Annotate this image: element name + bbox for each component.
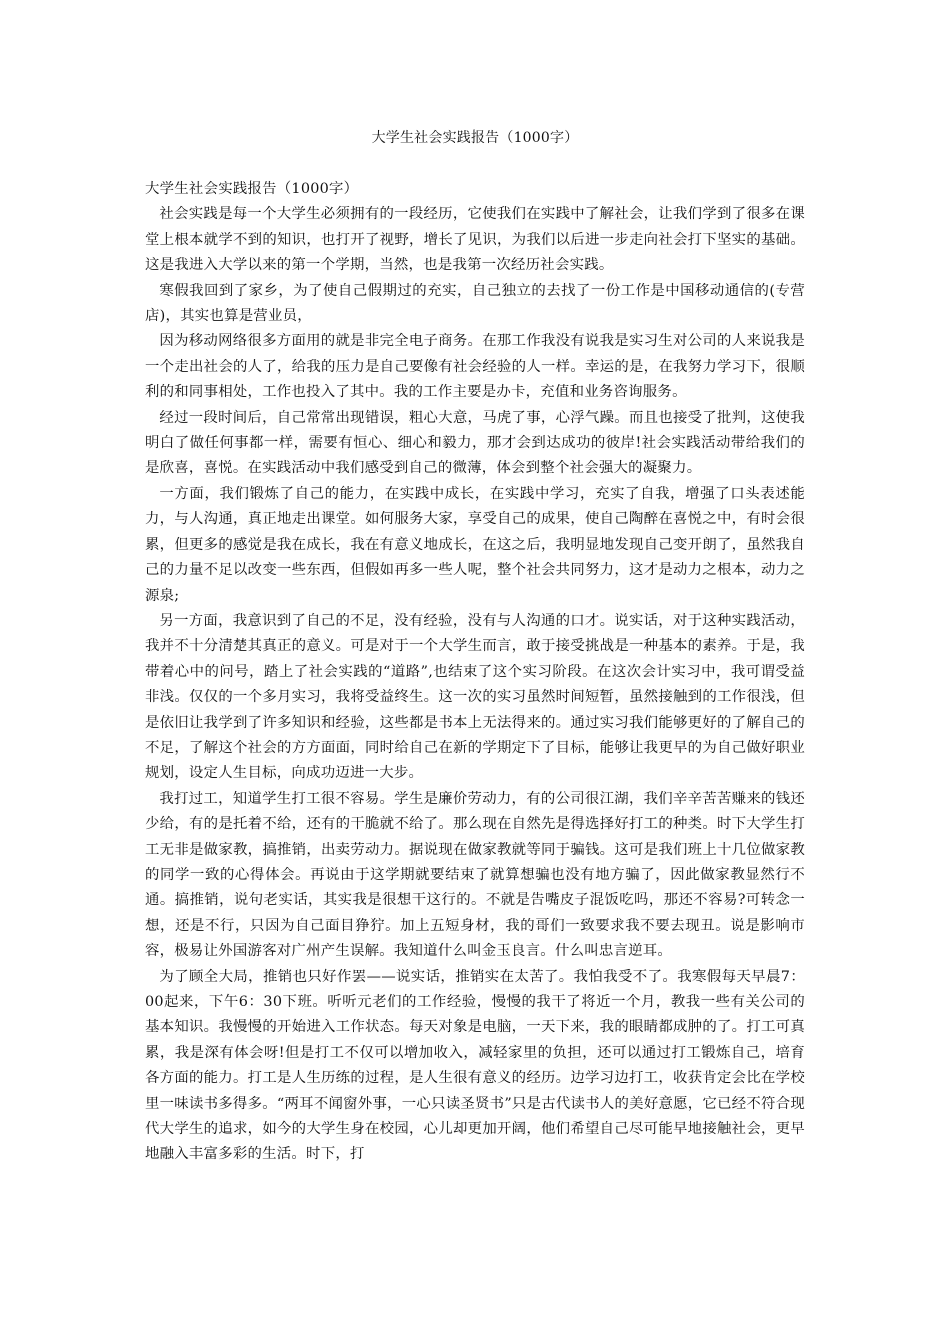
document-body [145, 177, 805, 1168]
paragraph-daily-work: 为了顾全大局，推销也只好作罢——说实话，推销实在太苦了。我怕我受不了。我寒假每天早晨7：00起来，下午6：30下班。听听元老们的工作经验，慢慢的我干了将近一个月，教我一些有关公司的基本知识。我慢慢的开始进入工作状态。每天对象是电脑，一天下来，我的眼睛都成肿的了。打工可真累，我是深有体会呀!但是打工不仅可以增加收入，减轻家里的负担，还可以通过打工锻炼自己，培育各方面的能力。打工是人生历练的过程，是人生很有意义的经历。边学习边打工，收获肯定会比在学校里一味读书多得多。“两耳不闻窗外事，一心只读圣贤书”只是古代读书人的美好意愿，它已经不符合现代大学生的追求，如今的大学生身在校园，心儿却更加开阔，他们希望自己尽可能早地接触社会，更早地融入丰富多彩的生活。时下，打 [145, 968, 805, 1163]
paragraph-mobile-network: 因为移动网络很多方面用的就是非完全电子商务。在那工作我没有说我是实习生对公司的人来说我是一个走出社会的人了，给我的压力是自己要像有社会经验的人一样。幸运的是，在我努力学习下，很顺利的和同事相处，工作也投入了其中。我的工作主要是办卡，充值和业务咨询服务。 [145, 333, 805, 401]
paragraph-shortcomings: 另一方面，我意识到了自己的不足，没有经验，没有与人沟通的口才。说实话，对于这种实践活动，我并不十分清楚其真正的意义。可是对于一个大学生而言，敢于接受挑战是一种基本的素养。于是，我带着心中的问号，踏上了社会实践的“道路”,也结束了这个实习阶段。在这次会计实习中，我可谓受益非浅。仅仅的一个多月实习，我将受益终生。这一次的实习虽然时间短暂，虽然接触到的工作很浅，但是依旧让我学到了许多知识和经验，这些都是书本上无法得来的。通过实习我们能够更好的了解自己的不足，了解这个社会的方方面面，同时给自己在新的学期定下了目标，能够让我更早的为自己做好职业规划，设定人生目标，向成功迈进一大步。 [145, 612, 805, 782]
paragraph-part-time-work: 我打过工，知道学生打工很不容易。学生是廉价劳动力，有的公司很江湖，我们辛辛苦苦赚来的钱还少给，有的是托着不给，还有的干脆就不给了。那么现在自然先是得选择好打工的种类。时下大学生打工无非是做家教，搞推销，出卖劳动力。据说现在做家教就等同于骗钱。这可是我们班上十几位做家教的同学一致的心得体会。再说由于这学期就要结束了就算想骗也没有地方骗了，因此做家教显然行不通。搞推销，说句老实话，其实我是很想干这行的。不就是告嘴皮子混饭吃吗，那还不容易?可转念一想，还是不行，只因为自己面目狰狞。加上五短身材，我的哥们一致要求我不要去现丑。说是影响市容，极易让外国游客对广州产生误解。我知道什么叫金玉良言。什么叫忠言逆耳。 [145, 790, 805, 960]
document-subtitle: 大学生社会实践报告（1000字） [145, 181, 359, 197]
paragraph-winter-job: 寒假我回到了家乡，为了使自己假期过的充实，自己独立的去找了一份工作是中国移动通信的(专营店)，其实也算是营业员， [145, 282, 805, 325]
paragraph-growth: 一方面，我们锻炼了自己的能力，在实践中成长，在实践中学习，充实了自我，增强了口头表述能力，与人沟通，真正地走出课堂。如何服务大家，享受自己的成果，使自己陶醉在喜悦之中，有时会很累，但更多的感觉是我在成长，我在有意义地成长，在这之后，我明显地发现自己变开朗了，虽然我自己的力量不足以改变一些东西，但假如再多一些人呢，整个社会共同努力，这才是动力之根本，动力之源泉; [145, 485, 805, 604]
paragraph-mistakes: 经过一段时间后，自己常常出现错误，粗心大意，马虎了事，心浮气躁。而且也接受了批判，这使我明白了做任何事都一样，需要有恒心、细心和毅力，那才会到达成功的彼岸!社会实践活动带给我们的是欣喜，喜悦。在实践活动中我们感受到自己的微薄，体会到整个社会强大的凝聚力。 [145, 409, 805, 477]
document-title: 大学生社会实践报告（1000字） [371, 130, 579, 146]
paragraph-intro: 社会实践是每一个大学生必须拥有的一段经历，它使我们在实践中了解社会，让我们学到了很多在课堂上根本就学不到的知识，也打开了视野，增长了见识，为我们以后进一步走向社会打下坚实的基础。这是我进入大学以来的第一个学期，当然，也是我第一次经历社会实践。 [145, 206, 805, 274]
